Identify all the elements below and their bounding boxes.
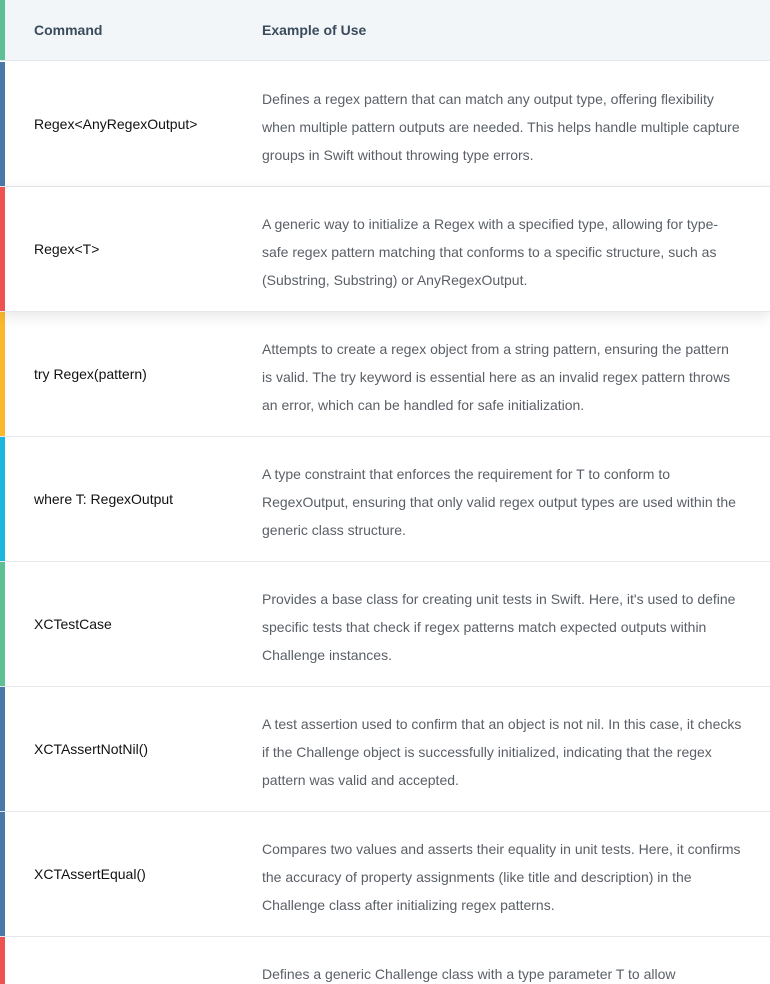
- table-row: [0, 62, 770, 187]
- example-column-header: Example of Use: [262, 22, 367, 38]
- table-header: [0, 0, 770, 61]
- row-accent-bar: [0, 687, 5, 811]
- command-cell: Regex<AnyRegexOutput>: [34, 116, 198, 132]
- example-cell: Attempts to create a regex object from a string pattern, ensuring the pattern is valid. The try keyword is essential here as an invalid regex pattern throws an error, which can be handled for safe initialization.: [262, 341, 731, 413]
- table-row: [0, 562, 770, 687]
- row-accent-bar: [0, 562, 5, 686]
- row-accent-bar: [0, 937, 5, 984]
- example-cell: Defines a regex pattern that can match any output type, offering flexibility when multiple pattern outputs are needed. This helps handle multiple capture groups in Swift without throwing type errors.: [262, 91, 740, 163]
- example-cell: A type constraint that enforces the requirement for T to conform to RegexOutput, ensuring that only valid regex output types are used within the generic class structure.: [262, 466, 736, 538]
- command-cell: where T: RegexOutput: [34, 491, 174, 507]
- command-cell: XCTAssertNotNil(): [34, 741, 149, 757]
- row-accent-bar: [0, 437, 5, 561]
- command-cell: XCTAssertEqual(): [34, 866, 146, 882]
- table-row: [0, 187, 770, 312]
- command-column-header: Command: [34, 22, 103, 38]
- example-cell: A generic way to initialize a Regex with a specified type, allowing for type-safe regex pattern matching that conforms to a specific structure, such as (Substring, Substring) or AnyRegexOutput.: [262, 216, 719, 288]
- command-cell: XCTestCase: [34, 616, 112, 632]
- example-cell: Compares two values and asserts their equality in unit tests. Here, it confirms the accuracy of property assignments (like title and description) in the Challenge class after initializing regex patterns.: [262, 841, 741, 913]
- row-accent-bar: [0, 62, 5, 186]
- row-accent-bar: [0, 0, 5, 60]
- command-cell: Regex<T>: [34, 241, 100, 257]
- example-cell: Provides a base class for creating unit tests in Swift. Here, it's used to define specific tests that check if regex patterns match expected outputs within Challenge instances.: [262, 591, 736, 663]
- table-row: [0, 687, 770, 812]
- example-cell: Defines a generic Challenge class with a type parameter T to allow: [262, 966, 676, 982]
- table-row: [0, 937, 770, 984]
- command-cell: try Regex(pattern): [34, 366, 147, 382]
- command-cell: [34, 937, 244, 984]
- table-row: [0, 437, 770, 562]
- table-row: [0, 312, 770, 437]
- table-row: [0, 812, 770, 937]
- row-accent-bar: [0, 312, 5, 436]
- row-accent-bar: [0, 187, 5, 311]
- example-cell: A test assertion used to confirm that an object is not nil. In this case, it checks if the Challenge object is successfully initialized, indicating that the regex pattern was valid and accepted.: [262, 716, 742, 788]
- row-accent-bar: [0, 812, 5, 936]
